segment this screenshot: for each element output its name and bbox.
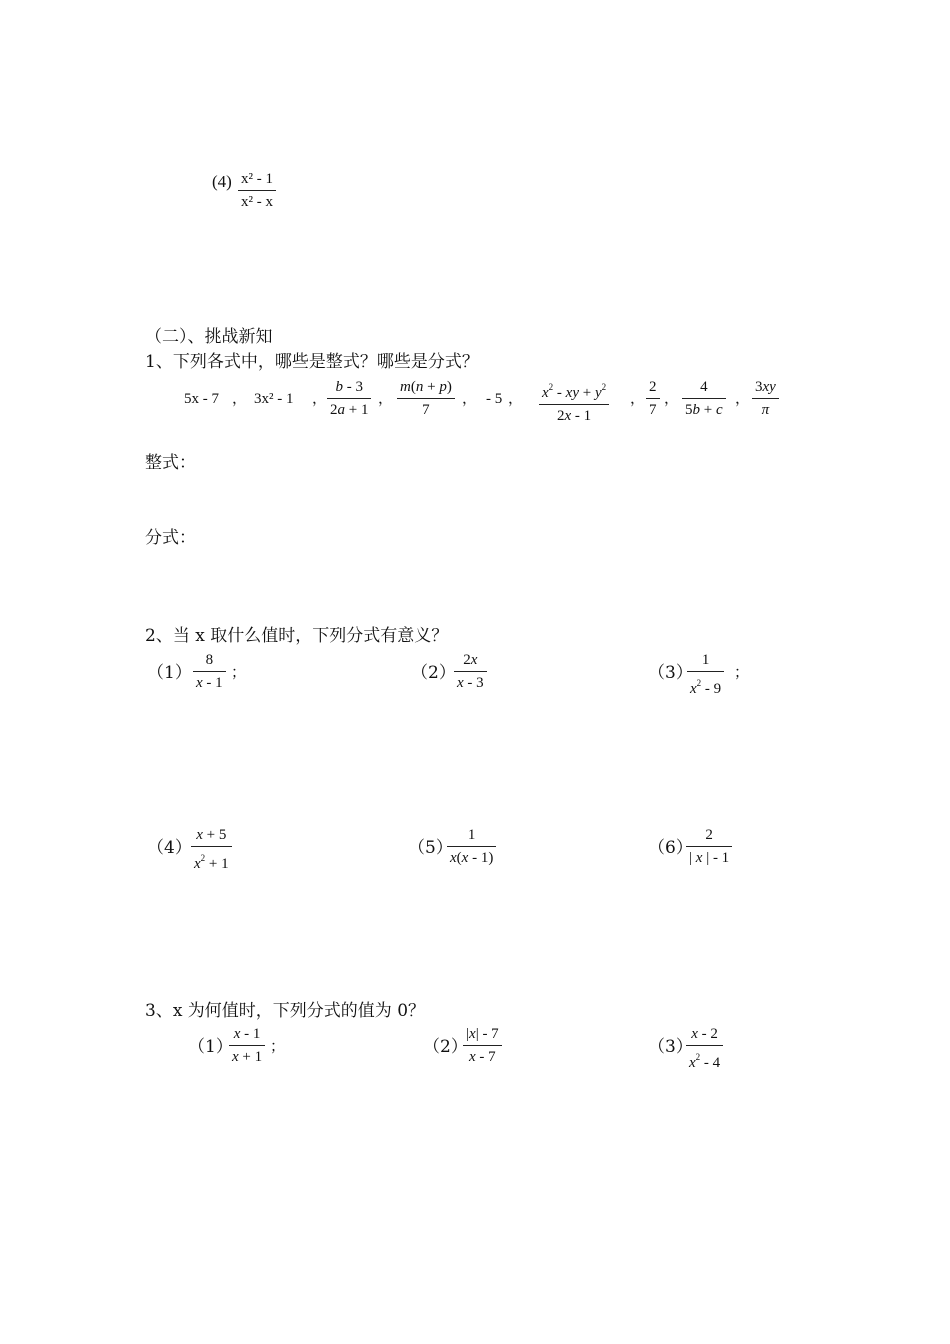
q2-item-5-fraction: 1 x(x - 1): [447, 826, 496, 867]
prev-item-fraction: [238, 170, 276, 211]
q1-sep: ，: [232, 391, 248, 407]
q3-text: 3、x 为何值时，下列分式的值为 0？: [145, 1001, 426, 1021]
q2-item-1-label: （1）: [147, 663, 192, 683]
q3-item-1-tail: ；: [270, 1039, 286, 1055]
q3-item-1-fraction: x - 1 x + 1: [229, 1025, 265, 1066]
q1-expr-1: 5x - 7: [184, 391, 219, 407]
q2-item-5-label: （5）: [408, 838, 453, 858]
q1-sep: ，: [462, 391, 478, 407]
q1-sep: ，: [735, 391, 751, 407]
fraction-label: 分式：: [145, 528, 196, 548]
q1-expr-2: 3x² - 1: [254, 391, 294, 407]
q2-item-3-tail: ；: [734, 665, 750, 681]
q2-item-4-fraction: x + 5 $x^2 + 1$: [191, 826, 232, 873]
q3-item-1-label: （1）: [188, 1037, 233, 1057]
q1-sep: ，: [508, 391, 524, 407]
q2-text: 2、当 x 取什么值时，下列分式有意义？: [145, 626, 449, 646]
q1-expr-3: b - 3 2a + 1: [327, 378, 371, 419]
prev-item-label: (4): [212, 172, 232, 191]
q1-sep: ，: [378, 391, 394, 407]
q1-expr-4: m(n + p) 7: [397, 378, 455, 419]
section-heading: （二）、挑战新知: [145, 327, 273, 347]
q2-item-6-fraction: 2 | x | - 1: [686, 826, 732, 867]
q2-item-4-label: （4）: [147, 838, 192, 858]
q1-expr-7: 2 7: [646, 378, 660, 419]
q3-item-2-fraction: |x| - 7 x - 7: [463, 1025, 502, 1066]
q1-sep: ，: [312, 391, 328, 407]
q2-item-3-label: （3）: [648, 663, 693, 683]
q1-text: 1、下列各式中，哪些是整式？哪些是分式？: [145, 352, 479, 372]
q2-item-1-fraction: 8 x - 1: [193, 651, 226, 692]
q2-item-2-fraction: 2x x - 3: [454, 651, 487, 692]
q3-item-3-fraction: x - 2 $x^2 - 4$: [686, 1025, 723, 1072]
q2-item-6-label: （6）: [648, 838, 693, 858]
q3-item-2-label: （2）: [423, 1037, 468, 1057]
q1-sep: ，: [664, 391, 680, 407]
prev-item-denominator: x² - x: [241, 194, 273, 210]
q1-expr-6: $x^2$ - xy + $y^2$ 2x - 1: [539, 378, 609, 425]
q2-item-2-label: （2）: [411, 663, 456, 683]
q3-item-3-label: （3）: [648, 1037, 693, 1057]
q2-item-3-fraction: 1 $x^2 - 9$: [687, 651, 724, 698]
q1-sep: ，: [630, 391, 646, 407]
integral-label: 整式：: [145, 453, 196, 473]
q1-expr-5: - 5: [486, 391, 503, 407]
q1-expr-9: 3xy π: [752, 378, 779, 419]
q2-item-1-tail: ；: [231, 665, 247, 681]
prev-item-numerator: x² - 1: [241, 171, 273, 187]
q1-expr-8: 4 5b + c: [682, 378, 726, 419]
